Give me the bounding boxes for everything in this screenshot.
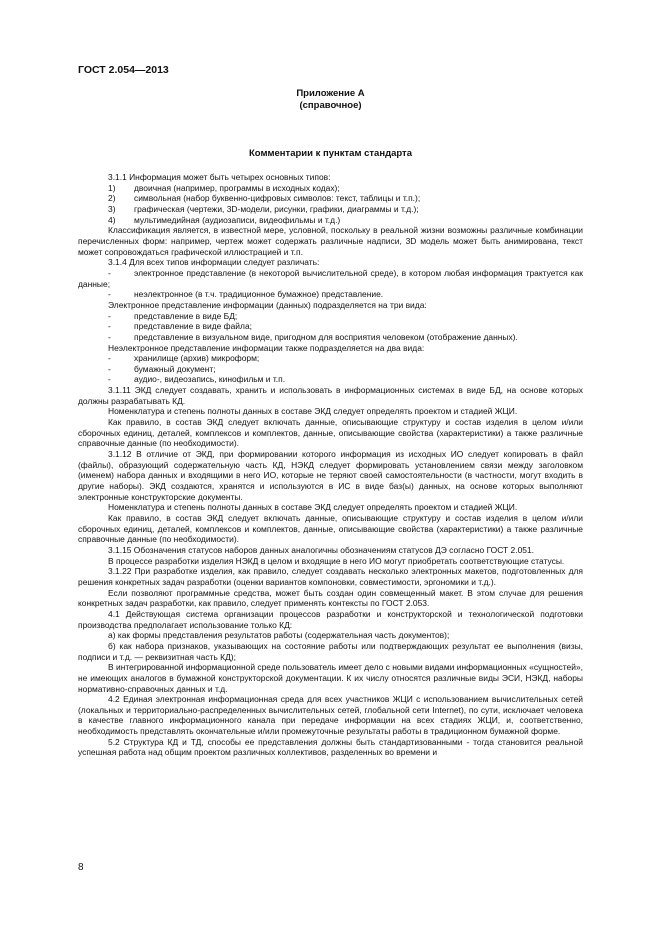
list-item-text: двоичная (например, программы в исходных кодах); xyxy=(134,182,340,193)
list-marker: 1) xyxy=(108,182,116,193)
list-marker: - xyxy=(108,310,111,321)
paragraph: Как правило, в состав ЭКД следует включать данные, описывающие структуру и состав изделия в целом и/или сборочных единиц, деталей, комплексов и комплектов, данные, описывающие свойства (характеристики) а также различные справочные данные (по необходимости). xyxy=(78,513,583,545)
appendix-title: Приложение А xyxy=(296,88,365,99)
list-item xyxy=(78,215,583,226)
paragraph: 3.1.15 Обозначения статусов наборов данных аналогичны обозначениям статусов ДЭ согласно ГОСТ 2.051. xyxy=(108,544,535,555)
list-item-text: графическая (чертежи, 3D-модели, рисунки, графики, диаграммы и т.д.); xyxy=(134,203,419,214)
list-item-text: мультимедийная (аудиозаписи, видеофильмы и т.д.) xyxy=(134,214,341,225)
paragraph: Электронное представление информации (данных) подразделяется на три вида: xyxy=(108,299,427,310)
paragraph: Неэлектронное представление информации также подразделяется на два вида: xyxy=(108,342,425,353)
paragraph: 4.2 Единая электронная информационная среда для всех участников ЖЦИ с использованием вычислительных сетей (локальных и территориально-распределенных вычислительных сетей, глобальной сети Internet), по сути, исключает человека в качестве главного информационного канала при передаче информации на всех стадиях ЖЦИ, и, соответственно, необходимость представлять окончательные и/или промежуточные результаты работы в традиционном бумажной форме. xyxy=(78,694,583,737)
list-item xyxy=(78,311,583,322)
document-header: ГОСТ 2.054—2013 xyxy=(78,64,169,76)
list-item-text: представление в виде файла; xyxy=(134,321,252,332)
section-title: Комментарии к пунктам стандарта xyxy=(248,148,412,159)
list-item xyxy=(78,332,583,343)
paragraph: Номенклатура и степень полноты данных в составе ЭКД следует определять проектом и стадией ЖЦИ. xyxy=(108,502,518,513)
list-item-text: хранилище (архив) микроформ; xyxy=(134,353,260,364)
list-marker: 4) xyxy=(108,214,116,225)
paragraph: а) как формы представления результатов работы (содержательная часть документов); xyxy=(108,630,450,641)
list-item xyxy=(78,364,583,375)
page-number: 8 xyxy=(78,862,84,873)
paragraph: 3.1.22 При разработке изделия, как правило, следует создавать несколько электронных макетов, подготовленных для решения конкретных задач разработки (оценки вариантов компоновки, совместимости, эргономики и т.д.). xyxy=(78,566,583,587)
list-marker: - xyxy=(108,321,111,332)
list-marker: - xyxy=(108,267,111,278)
paragraph: 4.1 Действующая система организации процессов разработки и конструкторской и технологической подготовки производства предполагает использование только КД: xyxy=(78,608,583,630)
list-marker: 3) xyxy=(108,203,116,214)
list-marker: - xyxy=(108,331,111,342)
list-item xyxy=(78,289,583,300)
paragraph: 3.1.11 ЭКД следует создавать, хранить и использовать в информационных системах в виде БД, на основе которых должны разрабатывать КД. xyxy=(78,385,583,406)
list-marker: - xyxy=(108,363,111,374)
list-item xyxy=(78,183,583,194)
paragraph: Классификация является, в известной мере, условной, поскольку в реальной жизни возможны различные комбинации перечисленных форм: например, чертеж может содержать различные надписи, 3D модель может быть анимирована, текст может сопровождаться графической иллюстрацией и т.п. xyxy=(78,225,583,257)
list-item xyxy=(78,321,583,332)
list-marker: 2) xyxy=(108,193,116,204)
document-body xyxy=(78,172,583,758)
paragraph: Номенклатура и степень полноты данных в составе ЭКД следует определять проектом и стадией ЖЦИ. xyxy=(108,406,518,417)
list-item xyxy=(78,353,583,364)
list-item xyxy=(78,193,583,204)
paragraph: б) как набора признаков, указывающих на состояние работы или подтверждающих результат ее выполнения (визы, подписи и т.д. — реквизитная часть КД); xyxy=(78,640,583,662)
paragraph: В процессе разработки изделия НЭКД в целом и входящие в него ИО могут приобретать соответствующие статусы. xyxy=(108,555,565,566)
paragraph: 3.1.1 Информация может быть четырех основных типов: xyxy=(108,172,331,182)
appendix-subtitle: (справочное) xyxy=(299,100,362,111)
paragraph: Если позволяют программные средства, может быть создан один совмещенный макет. В этом случае для решения конкретных задач разработки, как правило, следует применять контексты по ГОСТ 2.053. xyxy=(78,587,583,609)
list-marker: - xyxy=(108,353,111,364)
list-item xyxy=(78,374,583,385)
paragraph: 5.2 Структура КД и ТД, способы ее представления должны быть стандартизованными - тогда становится реальной успешная работа над общим проектом различных коллективов, разделенных во времени и xyxy=(78,736,583,758)
list-item-text: аудио-, видеозапись, кинофильм и т.п. xyxy=(134,374,286,385)
list-marker: - xyxy=(108,374,111,385)
appendix-heading xyxy=(78,88,583,112)
paragraph: В интегрированной информационной среде пользователь имеет дело с новыми видами информационных «сущностей», не имеющих аналогов в бумажной конструкторской документации. К их числу относятся различные виды ЭСИ, НЭКД, наборы нормативно-справочных данных и т.д. xyxy=(78,662,583,694)
list-item-text: символьная (набор буквенно-цифровых символов: текст, таблицы и т.п.); xyxy=(134,193,421,204)
list-item-text: представление в виде БД; xyxy=(134,310,238,321)
list-item xyxy=(78,204,583,215)
list-item-text: электронное представление (в некоторой вычислительной среде), в котором любая информация трактуется как данные; xyxy=(78,267,583,289)
list-marker: - xyxy=(108,289,111,300)
list-item xyxy=(78,268,583,289)
list-item-text: неэлектронное (в т.ч. традиционное бумажное) представление. xyxy=(134,289,384,300)
paragraph: 3.1.4 Для всех типов информации следует различать: xyxy=(108,257,320,268)
list-item-text: бумажный документ; xyxy=(134,363,216,374)
list-item-text: представление в визуальном виде, пригодном для восприятия человеком (отображение данных). xyxy=(134,331,518,342)
paragraph: 3.1.12 В отличие от ЭКД, при формировании которого информация из исходных ИО следует копировать в файл (файлы), образующий содержательную часть КД, НЭКД следует формировать установлением связи между заголовком (именем) набора данных и входящими в него ИО, которые не теряют своей самостоятельности (в частности, могут входить в другие наборы). ЭКД создаются, хранятся и используются в ИС в виде баз(ы) данных, на основе которых выполняют электронные конструкторские документы. xyxy=(78,449,583,502)
paragraph: Как правило, в состав ЭКД следует включать данные, описывающие структуру и состав изделия в целом и/или сборочных единиц, деталей, комплексов и комплектов, данные, описывающие свойства (характеристики) а также различные справочные данные (по необходимости). xyxy=(78,417,583,449)
